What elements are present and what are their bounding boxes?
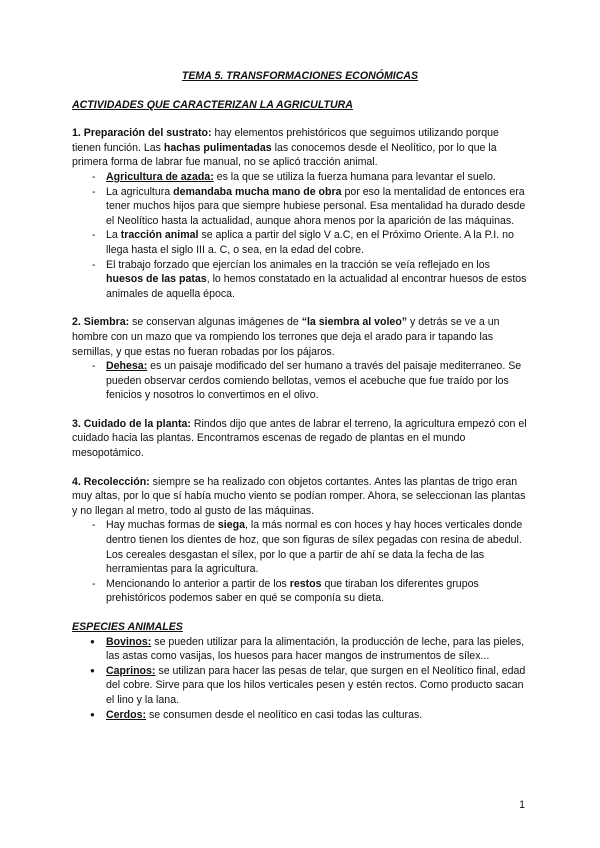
section-siembra bbox=[72, 315, 528, 403]
section-heading-especies: ESPECIES ANIMALES bbox=[72, 621, 183, 633]
section-preparacion-sustrato bbox=[72, 126, 528, 301]
text: La agricultura bbox=[106, 185, 174, 198]
text: que tiraban los diferentes grupos prehistóricos podemos saber en qué se componía su dieta. bbox=[106, 577, 479, 605]
text: se pueden utilizar para la alimentación, la producción de leche, para las pieles, las astas como vasijas, los huesos para hacer mangos de instrumentos de sílex... bbox=[106, 635, 525, 663]
section-heading-agricultura: ACTIVIDADES QUE CARACTERIZAN LA AGRICULTURA bbox=[72, 98, 353, 111]
section-label: 2. Siembra: bbox=[72, 316, 130, 329]
list-item bbox=[72, 518, 528, 576]
term: Cerdos: bbox=[106, 708, 147, 721]
paragraph bbox=[72, 475, 528, 519]
bold-text: huesos de las patas bbox=[106, 273, 207, 286]
text: , lo hemos constatado en la actualidad al encontrar huesos de estos animales de aquella época. bbox=[106, 273, 527, 300]
term: Caprinos: bbox=[106, 664, 156, 677]
paragraph bbox=[72, 315, 528, 359]
section-label: 1. Preparación del sustrato: bbox=[72, 127, 212, 140]
list-item bbox=[72, 708, 528, 723]
text: Mencionando lo anterior a partir de los bbox=[106, 577, 290, 590]
list-item bbox=[72, 228, 528, 257]
section-label: 4. Recolección: bbox=[72, 475, 150, 488]
text: y detrás se ve a un hombre con un mazo que va rompiendo los terrones que deja el arado para ir tapando las semillas, y que estas no fueran robadas por los pájaros. bbox=[72, 316, 500, 358]
bold-text: demandaba mucha mano de obra bbox=[173, 185, 342, 198]
document-page bbox=[72, 69, 528, 722]
text: El trabajo forzado que ejercían los animales en la tracción se veía reflejado en los bbox=[106, 258, 490, 271]
bold-text: siega bbox=[217, 519, 245, 532]
bullet-list bbox=[72, 635, 528, 723]
text: es la que se utiliza la fuerza humana para levantar el suelo. bbox=[213, 170, 496, 183]
paragraph bbox=[72, 126, 528, 170]
term: Agricultura de azada: bbox=[106, 170, 214, 183]
bold-text: restos bbox=[289, 577, 322, 590]
text: se conservan algunas imágenes de bbox=[129, 316, 302, 329]
section-especies-animales bbox=[72, 620, 528, 722]
list-item bbox=[72, 577, 528, 606]
text: siempre se ha realizado con objetos cortantes. Antes las plantas de trigo eran muy altas, por lo que sí había mucho viento se podían romper. Ahora, se seleccionan las plantas y no llegan al metro, todo al gusto de las máquinas. bbox=[72, 475, 526, 517]
list-item bbox=[72, 170, 528, 185]
text: hay elementos prehistóricos que seguimos utilizando porque tienen función. Las bbox=[72, 127, 499, 154]
section-label: 3. Cuidado de la planta: bbox=[72, 417, 191, 430]
paragraph bbox=[72, 417, 528, 461]
text: , la más normal es con hoces y hay hoces verticales donde dentro tienen los dientes de hoz, que son figuras de sílex pegadas con resina de abedul. Los cereales desgastan el sílex, por lo que a partir de ahí se data la fecha de las herramientas para la agricultura. bbox=[106, 519, 523, 576]
text: se aplica a partir del siglo V a.C, en el Próximo Oriente. A la P.I. no llega hasta el siglo III a. C, o sea, en la edad del cobre. bbox=[106, 229, 514, 256]
list-item bbox=[72, 664, 528, 708]
page-title: TEMA 5. TRANSFORMACIONES ECONÓMICAS bbox=[181, 70, 419, 82]
section-recoleccion bbox=[72, 475, 528, 606]
dash-list bbox=[72, 518, 528, 606]
dash-list bbox=[72, 359, 528, 403]
list-item bbox=[72, 258, 528, 302]
term: Bovinos: bbox=[106, 635, 152, 648]
text: por eso la mentalidad de entonces era tener muchos hijos para que siempre hubiese personal. Esa mentalidad ha durado desde el Neolítico hasta la actualidad, aunque ahora menos por la aparición de las máquinas. bbox=[106, 185, 526, 227]
list-item bbox=[72, 635, 528, 664]
dash-list bbox=[72, 170, 528, 301]
text: La bbox=[106, 229, 121, 242]
text: se consumen desde el neolítico en casi todas las culturas. bbox=[146, 708, 423, 721]
text: se utilizan para hacer las pesas de telar, que surgen en el Neolítico final, edad del cobre. Sirve para que los hilos verticales pesen y estén rectos. Como producto sacan el lino y la lana. bbox=[106, 664, 526, 706]
bold-text: hachas pulimentadas bbox=[163, 141, 272, 154]
section-cuidado-planta bbox=[72, 417, 528, 461]
text: Rindos dijo que antes de labrar el terreno, la agricultura empezó con el cuidado hacia las plantas. Encontramos escenas de regado de plantas en el mundo mesopotámico. bbox=[72, 417, 527, 460]
list-item bbox=[72, 185, 528, 229]
text: las conocemos desde el Neolítico, por lo que la primera forma de labrar fue manual, no se aplicó tracción animal. bbox=[72, 141, 497, 169]
bold-text: tracción animal bbox=[120, 229, 199, 242]
text: es un paisaje modificado del ser humano a través del paisaje mediterraneo. Se pueden observar cerdos comiendo bellotas, vemos el acebuche que fue traído por los fenicios y nosotros lo convertimos en el olivo. bbox=[106, 360, 522, 402]
text: Hay muchas formas de bbox=[106, 519, 218, 532]
bold-text: “la siembra al voleo” bbox=[301, 316, 408, 329]
term: Dehesa: bbox=[106, 360, 148, 373]
page-number: 1 bbox=[519, 799, 525, 811]
list-item bbox=[72, 359, 528, 403]
